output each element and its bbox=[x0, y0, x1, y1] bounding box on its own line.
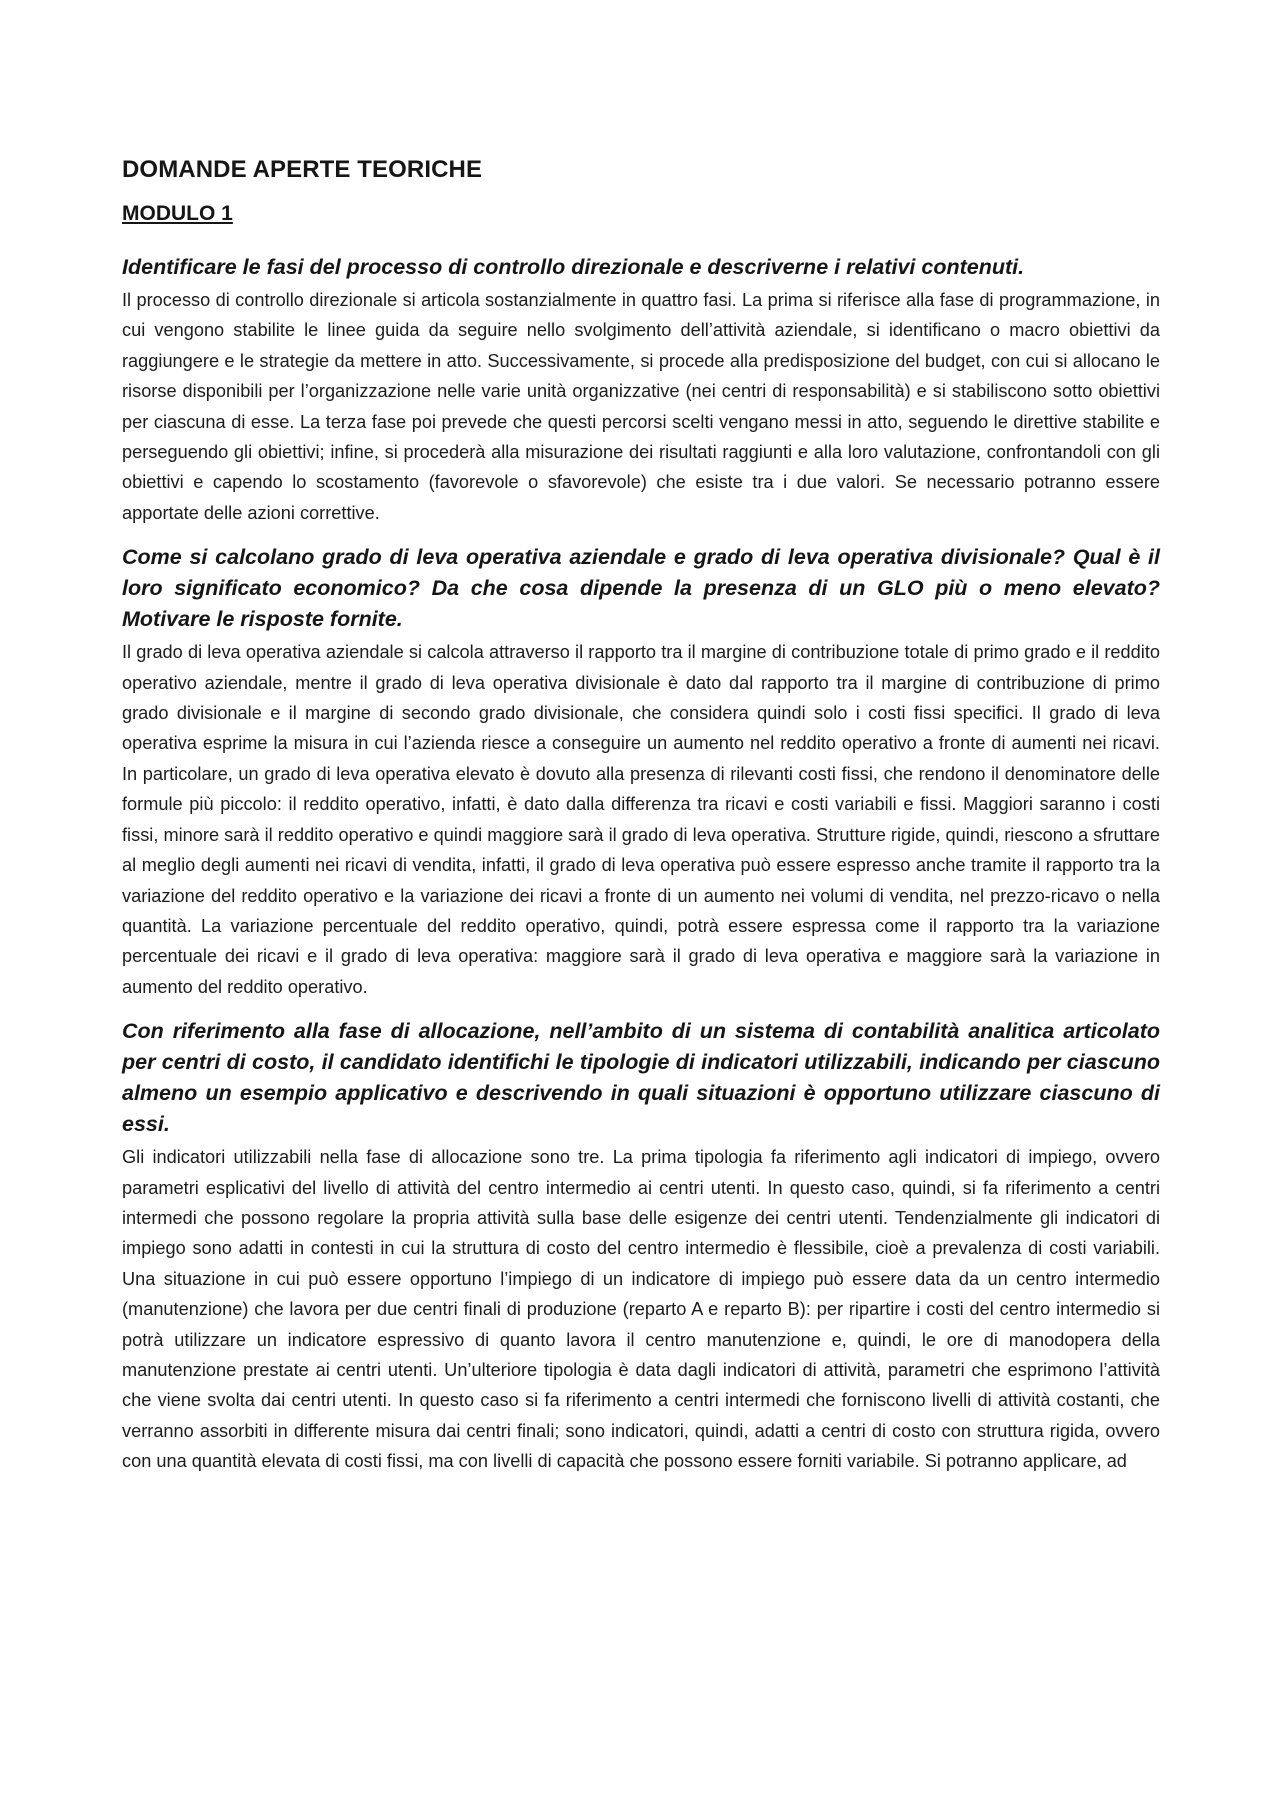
answer-paragraph: Il processo di controllo direzionale si articola sostanzialmente in quattro fasi. La prima si riferisce alla fase di programmazione, in cui vengono stabilite le linee guida da seguire nello svolgimento dell’attività aziendale, si identificano o macro obiettivi da raggiungere e le strategie da mettere in atto. Successivamente, si procede alla predisposizione del budget, con cui si allocano le risorse disponibili per l’organizzazione nelle varie unità organizzative (nei centri di responsabilità) e si stabiliscono sotto obiettivi per ciascuna di esse. La terza fase poi prevede che questi percorsi scelti vengano messi in atto, seguendo le direttive stabilite e perseguendo gli obiettivi; infine, si procederà alla misurazione dei risultati raggiunti e alla loro valutazione, confrontandoli con gli obiettivi e capendo lo scostamento (favorevole o sfavorevole) che esiste tra i due valori. Se necessario potranno essere apportate delle azioni correttive. bbox=[122, 290, 1160, 523]
question-heading: Con riferimento alla fase di allocazione, nell’ambito di un sistema di contabilità analitica articolato per centri di costo, il candidato identifichi le tipologie di indicatori utilizzabili, indicando per ciascuno almeno un esempio applicativo e descrivendo in quali situazioni è opportuno utilizzare ciascuno di essi. bbox=[122, 1019, 1160, 1137]
document-page bbox=[122, 152, 1160, 1491]
answer-paragraph: Gli indicatori utilizzabili nella fase di allocazione sono tre. La prima tipologia fa riferimento agli indicatori di impiego, ovvero parametri esplicativi del livello di attività del centro intermedio ai centri utenti. In questo caso, quindi, si fa riferimento a centri intermedi che possono regolare la propria attività sulla base delle esigenze dei centri utenti. Tendenzialmente gli indicatori di impiego sono adatti in contesti in cui la struttura di costo del centro intermedio è flessibile, cioè a prevalenza di costi variabili. Una situazione in cui può essere opportuno l’impiego di un indicatore di impiego può essere data da un centro intermedio (manutenzione) che lavora per due centri finali di produzione (reparto A e reparto B): per ripartire i costi del centro intermedio si potrà utilizzare un indicatore espressivo di quanto lavora il centro manutenzione e, quindi, le ore di manodopera della manutenzione prestate ai centri utenti. Un’ulteriore tipologia è data dagli indicatori di attività, parametri che esprimono l’attività che viene svolta dai centri utenti. In questo caso si fa riferimento a centri intermedi che forniscono livelli di attività costanti, che verranno assorbiti in differente misura dai centri finali; sono indicatori, quindi, adatti a centri di costo con struttura rigida, ovvero con una quantità elevata di costi fissi, ma con livelli di capacità che possono essere forniti variabile. Si potranno applicare, ad bbox=[122, 1147, 1160, 1472]
document-title: DOMANDE APERTE TEORICHE bbox=[122, 156, 483, 183]
answer-paragraph: Il grado di leva operativa aziendale si calcola attraverso il rapporto tra il margine di contribuzione totale di primo grado e il reddito operativo aziendale, mentre il grado di leva operativa divisionale è dato dal rapporto tra il margine di contribuzione di primo grado divisionale e il margine di secondo grado divisionale, che considera quindi solo i costi fissi specifici. Il grado di leva operativa esprime la misura in cui l’azienda riesce a conseguire un aumento nel reddito operativo a fronte di aumenti nei ricavi. In particolare, un grado di leva operativa elevato è dovuto alla presenza di rilevanti costi fissi, che rendono il denominatore delle formule più piccolo: il reddito operativo, infatti, è dato dalla differenza tra ricavi e costi variabili e fissi. Maggiori saranno i costi fissi, minore sarà il reddito operativo e quindi maggiore sarà il grado di leva operativa. Strutture rigide, quindi, riescono a sfruttare al meglio degli aumenti nei ricavi di vendita, infatti, il grado di leva operativa può essere espresso anche tramite il rapporto tra la variazione del reddito operativo e la variazione dei ricavi a fronte di un aumento nei volumi di vendita, nel prezzo-ricavo o nella quantità. La variazione percentuale del reddito operativo, quindi, potrà essere espressa come il rapporto tra la variazione percentuale dei ricavi e il grado di leva operativa: maggiore sarà il grado di leva operativa e maggiore sarà la variazione in aumento del reddito operativo. bbox=[122, 642, 1160, 997]
question-heading: Come si calcolano grado di leva operativa aziendale e grado di leva operativa divisionale? Qual è il loro significato economico? Da che cosa dipende la presenza di un GLO più o meno elevato? Motivare le risposte fornite. bbox=[122, 545, 1160, 632]
module-heading: MODULO 1 bbox=[122, 202, 233, 225]
question-heading: Identificare le fasi del processo di controllo direzionale e descriverne i relativi contenuti. bbox=[122, 255, 1025, 279]
qa-section-1 bbox=[122, 252, 1160, 528]
qa-section-2 bbox=[122, 542, 1160, 1002]
qa-section-3 bbox=[122, 1016, 1160, 1476]
